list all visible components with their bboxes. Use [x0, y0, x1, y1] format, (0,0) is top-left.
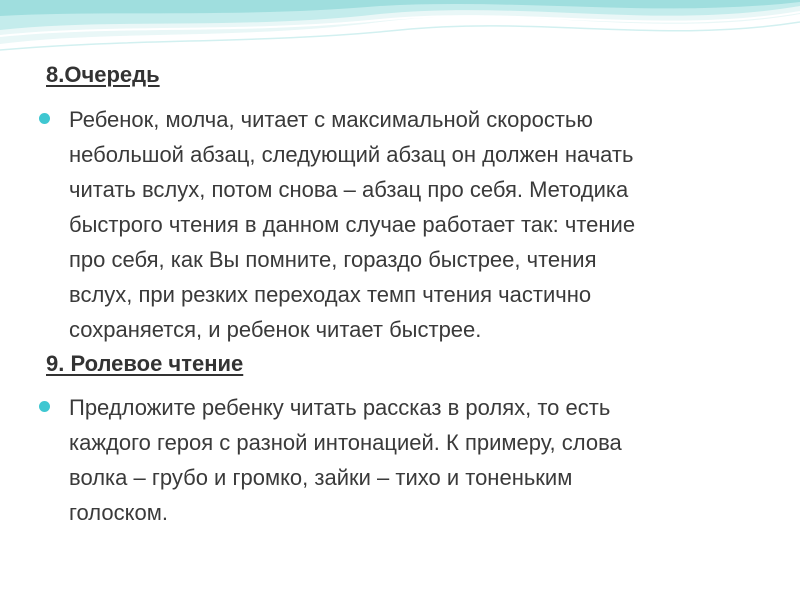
text-line: про себя, как Вы помните, гораздо быстрее, чтения — [69, 247, 597, 272]
text-line: голоском. — [69, 500, 168, 525]
bullet-item-role-reading — [69, 390, 759, 530]
text-line: вслух, при резких переходах темп чтения частично — [69, 282, 592, 307]
bullet-text — [69, 390, 759, 530]
text-line: небольшой абзац, следующий абзац он должен начать — [69, 142, 634, 167]
text-line: волка – грубо и громко, зайки – тихо и тоненьким — [69, 465, 573, 490]
text-line: каждого героя с разной интонацией. К примеру, слова — [69, 430, 622, 455]
text-line: быстрого чтения в данном случае работает так: чтение — [69, 212, 636, 237]
bullet-dot-icon — [39, 113, 50, 124]
bullet-dot-icon — [39, 401, 50, 412]
section-heading-queue: 8.Очередь — [46, 62, 160, 87]
bullet-item-queue — [69, 102, 759, 347]
text-line: читать вслух, потом снова – абзац про себя. Методика — [69, 177, 629, 202]
section-heading-role-reading: 9. Ролевое чтение — [46, 351, 244, 376]
text-line: Ребенок, молча, читает с максимальной скоростью — [69, 107, 593, 132]
text-line: сохраняется, и ребенок читает быстрее. — [69, 317, 482, 342]
text-line: Предложите ребенку читать рассказ в ролях, то есть — [69, 395, 611, 420]
bullet-text — [69, 102, 759, 347]
